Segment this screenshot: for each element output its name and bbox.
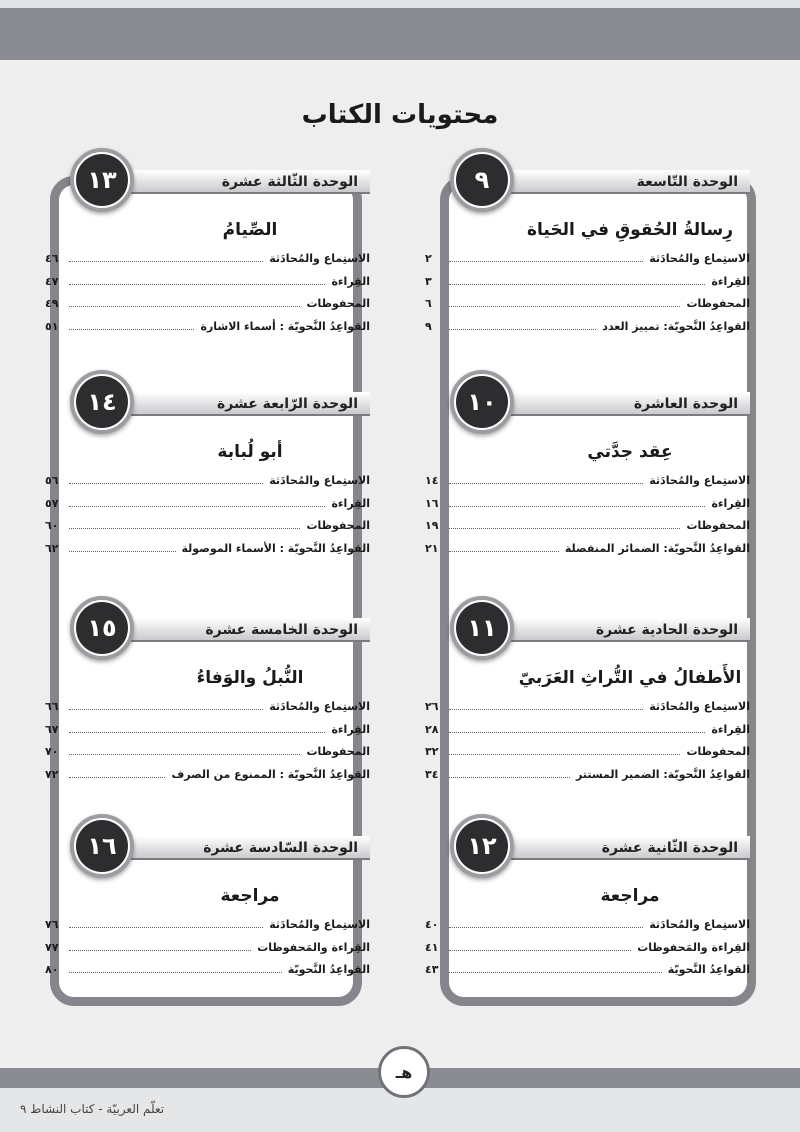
lesson-page-number: ٦٦ (45, 700, 59, 713)
dot-leader (69, 520, 300, 529)
dot-leader (449, 298, 680, 307)
dot-leader (69, 701, 263, 710)
lesson-page-number: ٢ (425, 252, 432, 265)
lesson-entry (425, 275, 750, 298)
lesson-name: القواعِدُ النَّحويّة (667, 963, 750, 976)
lesson-name: الاستِماع والمُحادَثة (649, 252, 750, 265)
dot-leader (69, 498, 325, 507)
lesson-entry (425, 941, 750, 964)
lesson-name: القواعِدُ النَّحويّة: الضمير المستتر (576, 767, 750, 781)
unit-title: مراجعة (220, 886, 280, 906)
dot-leader (449, 498, 705, 507)
lesson-name: الاستِماع والمُحادَثة (649, 700, 750, 713)
lesson-entry (425, 700, 750, 723)
lesson-list (425, 252, 750, 342)
lesson-entry (45, 963, 370, 986)
lesson-entry (425, 768, 750, 791)
dot-leader (449, 520, 680, 529)
lesson-page-number: ٦٧ (45, 722, 59, 736)
unit-header: الوحدة السّادسة عشرة (130, 836, 370, 860)
unit-card (410, 370, 750, 590)
lesson-list (45, 700, 370, 790)
dot-leader (449, 964, 662, 973)
unit-number-badge (70, 370, 134, 434)
lesson-entry (45, 252, 370, 275)
page-title: محتويات الكتاب (301, 100, 499, 130)
lesson-name: القواعِدُ النَّحويّة (287, 963, 370, 976)
lesson-page-number: ٣٢ (425, 745, 439, 758)
dot-leader (449, 321, 596, 330)
lesson-page-number: ٣ (425, 274, 432, 288)
unit-number: ١٠ (456, 376, 508, 428)
lesson-page-number: ٢٦ (425, 700, 439, 713)
dot-leader (69, 724, 325, 733)
lesson-name: القواعِدُ النَّحويّة : الأسماء الموصولة (181, 541, 370, 555)
lesson-name: المحفوظات (686, 745, 750, 758)
lesson-name: الاستِماع والمُحادَثة (269, 252, 370, 265)
unit-card (30, 814, 370, 1034)
lesson-name: المحفوظات (686, 297, 750, 310)
lesson-name: الاستِماع والمُحادَثة (269, 700, 370, 713)
lesson-page-number: ٢١ (425, 541, 439, 555)
lesson-entry (45, 297, 370, 320)
lesson-entry (45, 723, 370, 746)
unit-number: ١١ (456, 602, 508, 654)
lesson-entry (425, 320, 750, 343)
lesson-page-number: ١٩ (425, 519, 439, 532)
lesson-name: المحفوظات (306, 519, 370, 532)
dot-leader (449, 701, 643, 710)
dot-leader (69, 276, 325, 285)
lesson-name: القواعِدُ النَّحويّة : أسماء الاشارة (200, 319, 370, 333)
lesson-name: المحفوظات (306, 745, 370, 758)
dot-leader (449, 724, 705, 733)
lesson-entry (425, 542, 750, 565)
unit-number: ١٦ (76, 820, 128, 872)
unit-header: الوحدة الرّابعة عشرة (130, 392, 370, 416)
dot-leader (69, 475, 263, 484)
unit-card (30, 148, 370, 368)
lesson-entry (45, 542, 370, 565)
unit-number-badge (70, 814, 134, 878)
unit-number-badge (450, 370, 514, 434)
lesson-entry (425, 252, 750, 275)
lesson-page-number: ٦٠ (45, 519, 59, 532)
lesson-page-number: ٧٧ (45, 940, 59, 954)
lesson-name: القِراءة (331, 496, 370, 510)
unit-number: ٩ (456, 154, 508, 206)
lesson-name: القواعِدُ النَّحويّة: الضمائر المنفصلة (564, 541, 750, 555)
lesson-entry (425, 918, 750, 941)
lesson-page-number: ٤٩ (45, 297, 59, 310)
unit-number: ١٥ (76, 602, 128, 654)
lesson-entry (45, 497, 370, 520)
lesson-page-number: ٦ (425, 297, 432, 310)
lesson-list (425, 474, 750, 564)
unit-number-badge (450, 148, 514, 212)
lesson-page-number: ٥٦ (45, 474, 59, 487)
unit-number-badge (450, 596, 514, 660)
lesson-entry (425, 297, 750, 320)
unit-card (410, 814, 750, 1034)
unit-card (410, 148, 750, 368)
lesson-name: القِراءة (711, 722, 750, 736)
unit-number-badge (70, 596, 134, 660)
lesson-page-number: ٩ (425, 319, 432, 333)
lesson-page-number: ٧٢ (45, 767, 59, 781)
dot-leader (69, 746, 300, 755)
lesson-list (45, 474, 370, 564)
lesson-list (425, 918, 750, 986)
lesson-entry (45, 700, 370, 723)
lesson-entry (45, 474, 370, 497)
unit-card (410, 596, 750, 816)
unit-number: ١٤ (76, 376, 128, 428)
unit-title: عِقد جدَّتي (587, 442, 673, 462)
unit-title: مراجعة (600, 886, 660, 906)
lesson-page-number: ٤٠ (425, 918, 439, 931)
unit-card (30, 596, 370, 816)
lesson-entry (425, 723, 750, 746)
lesson-page-number: ٥١ (45, 319, 59, 333)
unit-number: ١٢ (456, 820, 508, 872)
dot-leader (449, 769, 570, 778)
dot-leader (69, 543, 176, 552)
lesson-entry (425, 474, 750, 497)
lesson-page-number: ٧٠ (45, 745, 59, 758)
dot-leader (69, 964, 282, 973)
dot-leader (449, 919, 643, 928)
lesson-name: القِراءة (331, 722, 370, 736)
lesson-list (425, 700, 750, 790)
unit-header: الوحدة التّاسعة (510, 170, 750, 194)
dot-leader (69, 298, 300, 307)
unit-title: الأَطفالُ في التُّراثِ العَرَبيّ (518, 668, 742, 688)
unit-header: الوحدة الثّالثة عشرة (130, 170, 370, 194)
lesson-entry (425, 519, 750, 542)
lesson-page-number: ٧٦ (45, 918, 59, 931)
lesson-entry (45, 745, 370, 768)
dot-leader (449, 543, 559, 552)
lesson-page-number: ٤٧ (45, 274, 59, 288)
lesson-name: القِراءة (331, 274, 370, 288)
dot-leader (449, 276, 705, 285)
lesson-name: الاستِماع والمُحادَثة (649, 474, 750, 487)
lesson-entry (45, 918, 370, 941)
lesson-entry (425, 745, 750, 768)
lesson-page-number: ٥٧ (45, 496, 59, 510)
lesson-page-number: ٣٤ (425, 767, 439, 781)
page-number: هـ (378, 1046, 430, 1098)
dot-leader (449, 746, 680, 755)
dot-leader (449, 475, 643, 484)
lesson-page-number: ٤٣ (425, 963, 439, 976)
lesson-name: القِراءة والمَحفوظات (257, 940, 370, 954)
lesson-entry (45, 320, 370, 343)
lesson-page-number: ٤٦ (45, 252, 59, 265)
unit-header: الوحدة الحادية عشرة (510, 618, 750, 642)
lesson-name: المحفوظات (686, 519, 750, 532)
unit-title: أبو لُبابة (217, 442, 283, 462)
top-banner (0, 0, 800, 60)
dot-leader (449, 942, 631, 951)
lesson-entry (45, 768, 370, 791)
lesson-page-number: ١٦ (425, 496, 439, 510)
lesson-name: القِراءة (711, 274, 750, 288)
lesson-entry (425, 963, 750, 986)
lesson-name: القواعِدُ النَّحويّة : الممنوع من الصرف (171, 767, 370, 781)
lesson-name: الاستِماع والمُحادَثة (269, 918, 370, 931)
unit-title: الصِّيامُ (222, 220, 278, 240)
unit-header: الوحدة الخامسة عشرة (130, 618, 370, 642)
lesson-page-number: ٦٢ (45, 541, 59, 555)
unit-title: النُّبلُ والوَفاءُ (196, 668, 304, 688)
dot-leader (449, 253, 643, 262)
lesson-name: القِراءة (711, 496, 750, 510)
lesson-page-number: ١٤ (425, 474, 439, 487)
unit-title: رِسالةُ الحُقوقِ في الحَياة (526, 220, 734, 240)
lesson-list (45, 252, 370, 342)
unit-header: الوحدة العاشرة (510, 392, 750, 416)
lesson-name: الاستِماع والمُحادَثة (269, 474, 370, 487)
lesson-entry (45, 275, 370, 298)
unit-number-badge (450, 814, 514, 878)
lesson-name: المحفوظات (306, 297, 370, 310)
lesson-name: الاستِماع والمُحادَثة (649, 918, 750, 931)
footer-text: تعلّم العربيّة - كتاب النشاط ٩ (20, 1102, 165, 1116)
dot-leader (69, 769, 165, 778)
dot-leader (69, 253, 263, 262)
dot-leader (69, 942, 251, 951)
lesson-page-number: ٤١ (425, 940, 439, 954)
unit-card (30, 370, 370, 590)
lesson-entry (45, 519, 370, 542)
unit-header: الوحدة الثّانية عشرة (510, 836, 750, 860)
lesson-page-number: ٨٠ (45, 963, 59, 976)
dot-leader (69, 919, 263, 928)
unit-number-badge (70, 148, 134, 212)
lesson-name: القواعِدُ النَّحويّة: تمييز العدد (602, 319, 750, 333)
lesson-page-number: ٢٨ (425, 722, 439, 736)
lesson-entry (425, 497, 750, 520)
lesson-entry (45, 941, 370, 964)
dot-leader (69, 321, 194, 330)
lesson-list (45, 918, 370, 986)
lesson-name: القِراءة والمَحفوظات (637, 940, 750, 954)
unit-number: ١٣ (76, 154, 128, 206)
